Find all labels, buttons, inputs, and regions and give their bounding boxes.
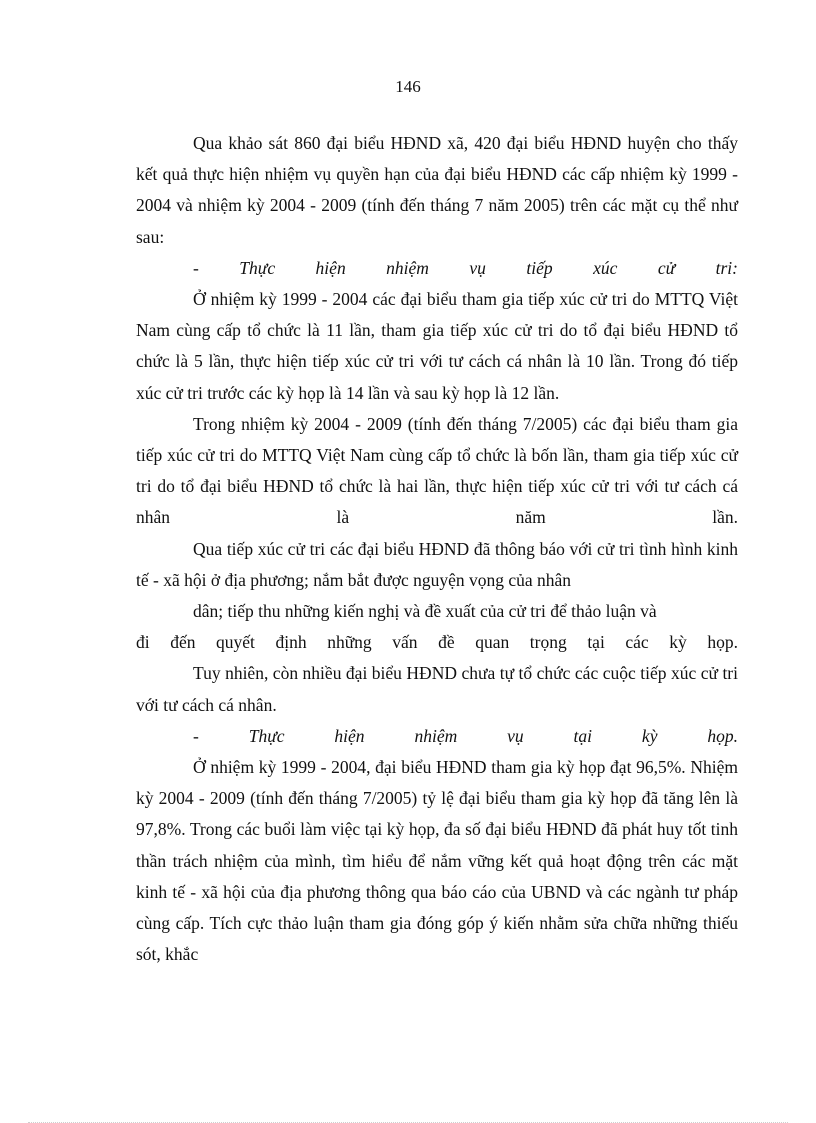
- paragraph-limitation: Tuy nhiên, còn nhiều đại biểu HĐND chưa tự tổ chức các cuộc tiếp xúc cử tri với tư cách cá nhân.: [136, 663, 738, 715]
- page-number: 146: [395, 77, 421, 96]
- document-body: [136, 128, 738, 970]
- heading-text: Thực hiện nhiệm vụ tiếp xúc cử tri:: [239, 257, 738, 278]
- paragraph-survey-intro: Qua khảo sát 860 đại biểu HĐND xã, 420 đại biểu HĐND huyện cho thấy kết quả thực hiện nhiệm vụ quyền hạn của đại biểu HĐND các cấp nhiệm kỳ 1999 - 2004 và nhiệm kỳ 2004 - 2009 (tính đến tháng 7 năm 2005) trên các mặt cụ thể như sau:: [136, 133, 738, 247]
- heading-dash: -: [193, 725, 199, 746]
- paragraph-session-attendance: Ở nhiệm kỳ 1999 - 2004, đại biểu HĐND tham gia kỳ họp đạt 96,5%. Nhiệm kỳ 2004 - 2009 (tính đến tháng 7/2005) tỷ lệ đại biểu tham gia kỳ họp đã tăng lên là 97,8%. Trong các buổi làm việc tại kỳ họp, đa số đại biểu HĐND đã phát huy tốt tinh thần trách nhiệm của mình, tìm hiểu để nắm vững kết quả hoạt động trên các mặt kinh tế - xã hội của địa phương thông qua báo cáo của UBND và các ngành tư pháp cùng cấp. Tích cực thảo luận tham gia đóng góp ý kiến nhằm sửa chữa những thiếu sót, khắc: [136, 757, 738, 965]
- heading-dash: -: [193, 257, 199, 278]
- section-heading-voter-contact: [136, 253, 738, 284]
- paragraph-term-1999-2004: Ở nhiệm kỳ 1999 - 2004 các đại biểu tham gia tiếp xúc cử tri do MTTQ Việt Nam cùng cấp tổ chức là 11 lần, tham gia tiếp xúc cử tri do tổ đại biểu HĐND tổ chức là 5 lần, thực hiện tiếp xúc cử tri với tư cách cá nhân là 10 lần. Trong đó tiếp xúc cử tri trước các kỳ họp là 14 lần và sau kỳ họp là 12 lần.: [136, 289, 738, 403]
- paragraph-voter-contact-result-part2: dân; tiếp thu những kiến nghị và đề xuất của cử tri để thảo luận và: [193, 601, 657, 622]
- section-heading-session-duty: [136, 721, 738, 752]
- paragraph-term-2004-2009: Trong nhiệm kỳ 2004 - 2009 (tính đến tháng 7/2005) các đại biểu tham gia tiếp xúc cử tri do MTTQ Việt Nam cùng cấp tổ chức là bốn lần, tham gia tiếp xúc cử tri do tổ đại biểu HĐND tổ chức là hai lần, thực hiện tiếp xúc cử tri với tư cách cá nhân là năm lần.: [136, 413, 738, 528]
- paragraph-voter-contact-result-part3: đi đến quyết định những vấn đề quan trọng tại các kỳ họp.: [136, 632, 738, 653]
- heading-text: Thực hiện nhiệm vụ tại kỳ họp.: [248, 725, 739, 746]
- paragraph-voter-contact-result-part1: Qua tiếp xúc cử tri các đại biểu HĐND đã thông báo với cử tri tình hình kinh tế - xã hội ở địa phương; nắm bắt được nguyện vọng của nhân: [136, 538, 738, 590]
